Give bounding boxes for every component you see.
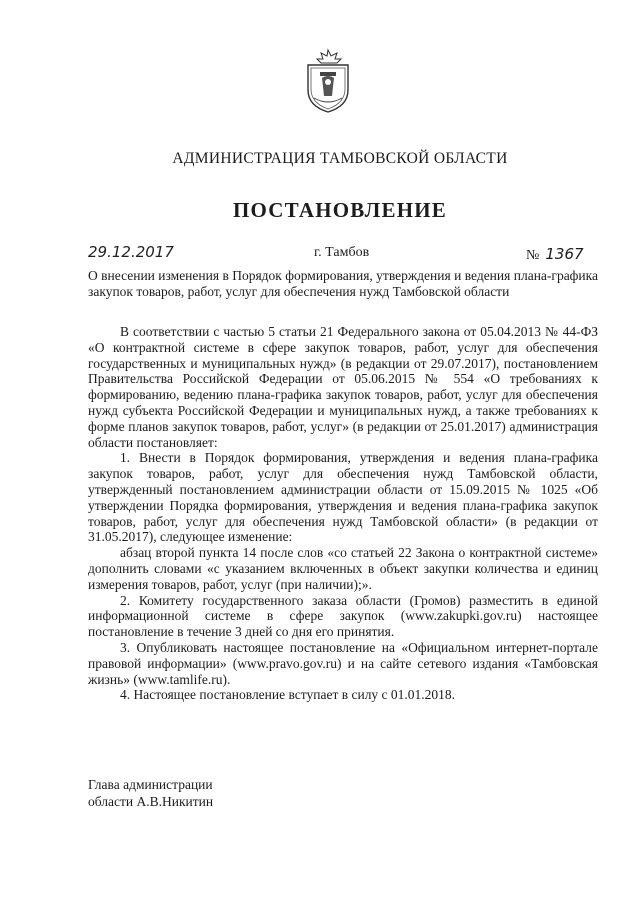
document-date: 29.12.2017 <box>88 243 174 261</box>
signature-name: области А.В.Никитин <box>88 794 214 809</box>
signature-block <box>88 776 213 810</box>
item-1-paragraph: 1. Внести в Порядок формирования, утверждения и ведения плана-графика закупок товаров, работ, услуг для обеспечения нужд Тамбовской области, утвержденный постановлением администрации области от 15.09.2015 № 1025 «Об утверждении Порядка формирования, утверждения и ведения плана-графика закупок товаров, работ, услуг для обеспечения нужд Тамбовской области» (в редакции от 31.05.2017), следующее изменение: <box>88 450 598 545</box>
document-number <box>526 245 584 264</box>
item-2-paragraph: 2. Комитету государственного заказа области (Громов) разместить в единой информационной системе в сфере закупок (www.zakupki.gov.ru) настоящее постановление в течение 3 дней со дня его принятия. <box>88 592 598 640</box>
coat-of-arms-icon <box>302 48 354 114</box>
document-body <box>88 324 598 703</box>
document-subject: О внесении изменения в Порядок формирования, утверждения и ведения плана-графика закупок товаров, работ, услуг для обеспечения нужд Тамбовской области <box>88 268 598 299</box>
document-meta <box>88 245 598 267</box>
signature-position: Глава администрации <box>88 777 213 792</box>
agency-name: АДМИНИСТРАЦИЯ ТАМБОВСКОЙ ОБЛАСТИ <box>172 150 508 167</box>
item-3-paragraph: 3. Опубликовать настоящее постановление на «Официальном интернет-портале правовой информации» (www.pravo.gov.ru) и на сайте сетевого издания «Тамбовская жизнь» (www.tamlife.ru). <box>88 639 598 687</box>
document-city: г. Тамбов <box>314 245 370 260</box>
document-title: ПОСТАНОВЛЕНИЕ <box>232 198 448 222</box>
item-4-paragraph: 4. Настоящее постановление вступает в силу с 01.01.2018. <box>120 687 456 703</box>
item-1-detail-paragraph: абзац второй пункта 14 после слов «со статьей 22 Закона о контрактной системе» дополнить словами «с указанием включенных в объект закупки количества и единиц измерения товаров, работ, услуг (при наличии);». <box>88 545 598 592</box>
number-value: 1367 <box>545 245 584 263</box>
number-sign: № <box>526 248 540 263</box>
preamble-paragraph: В соответствии с частью 5 статьи 21 Федерального закона от 05.04.2013 № 44-ФЗ «О контрактной системе в сфере закупок товаров, работ, услуг для обеспечения государственных и муниципальных нужд» (в редакции от 29.07.2017), постановлением Правительства Российской Федерации от 05.06.2015 № 554 «О требованиях к формированию, ведению плана-графика закупок товаров, работ, услуг для обеспечения нужд субъекта Российской Федерации и муниципальных нужд, а также требованиях к форме планов закупок товаров, работ, услуг» (в редакции от 25.01.2017) администрация области постановляет: <box>88 324 598 450</box>
